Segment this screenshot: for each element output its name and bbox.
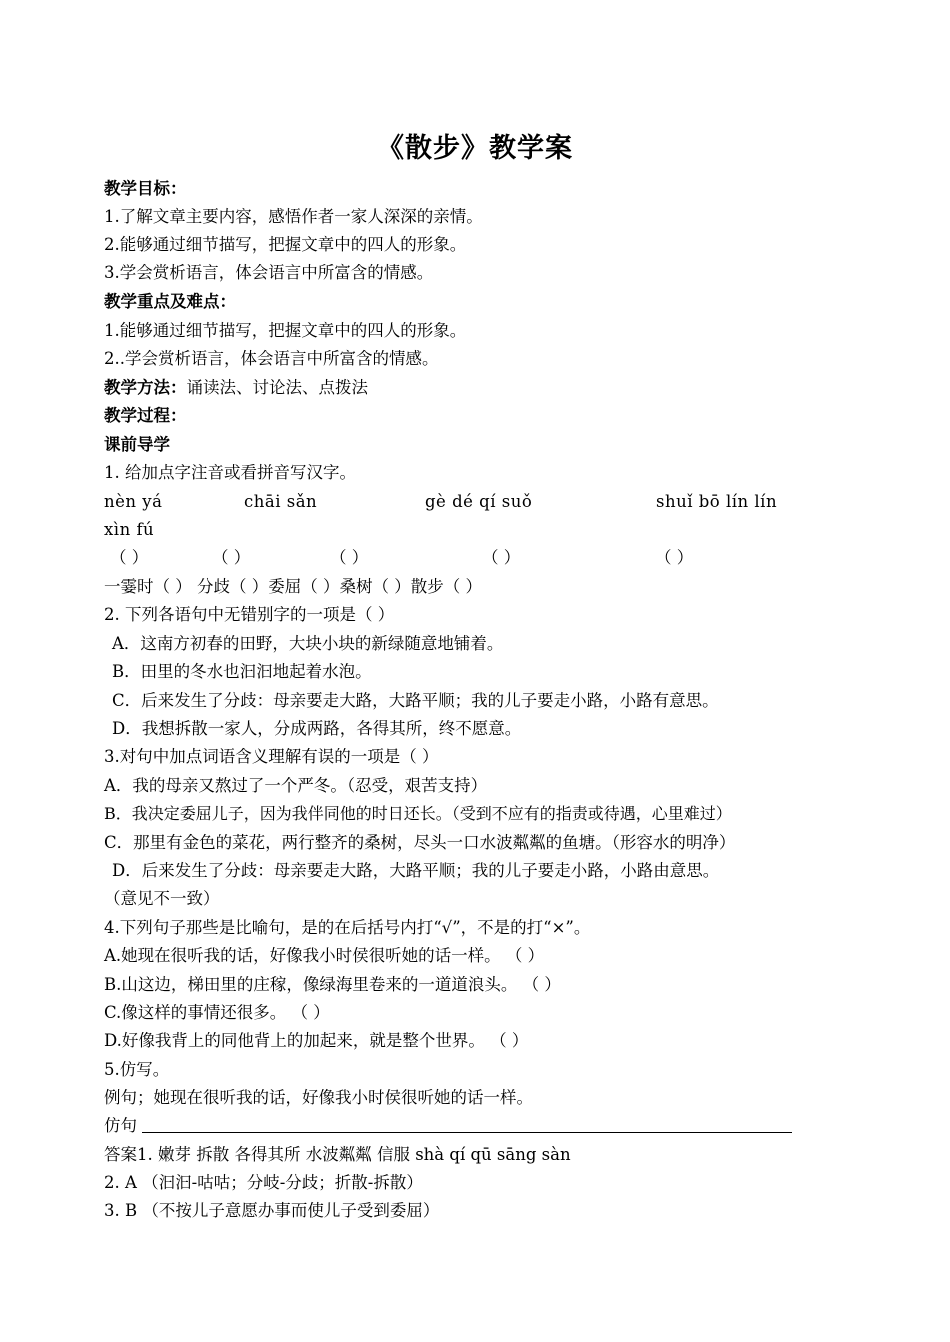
pinyin-item: nèn yá — [104, 492, 163, 511]
q3-option-continuation: （意见不一致） — [104, 889, 220, 908]
objective-item: 2.能够通过细节描写，把握文章中的四人的形象。 — [104, 235, 467, 254]
objective-item: 1.了解文章主要内容，感悟作者一家人深深的亲情。 — [104, 207, 483, 226]
process-heading: 教学过程： — [104, 406, 187, 425]
q4-text: 4.下列句子那些是比喻句，是的在后括号内打“√”，不是的打“×”。 — [104, 918, 591, 937]
q5-text: 5.仿写。 — [104, 1060, 170, 1079]
pinyin-item: xìn fú — [104, 520, 155, 539]
q4-option: C.像这样的事情还很多。 （ ） — [104, 1003, 330, 1022]
q3-option: C．那里有金色的菜花，两行整齐的桑树，尽头一口水波粼粼的鱼塘。（形容水的明净） — [104, 833, 736, 852]
answer-line: 2. A （汩汩-咕咕；分岐-分歧；折散-拆散） — [104, 1173, 423, 1192]
answer-underline — [142, 1132, 792, 1133]
q3-text: 3.对句中加点词语含义理解有误的一项是（ ） — [104, 747, 439, 766]
preview-heading: 课前导学 — [104, 435, 170, 454]
q2-option: B．田里的冬水也汩汩地起着水泡。 — [112, 662, 372, 681]
key-point-item: 2..学会赏析语言，体会语言中所富含的情感。 — [104, 349, 439, 368]
method-line — [104, 377, 368, 399]
answer-line: 答案1. 嫩芽 拆散 各得其所 水波粼粼 信服 shà qí qū sāng sàn — [104, 1145, 571, 1164]
blank-parens: （ ） — [330, 548, 369, 567]
answer-line: 3. B （不按儿子意愿办事而使儿子受到委屈） — [104, 1201, 440, 1220]
q2-option: C．后来发生了分歧：母亲要走大路，大路平顺；我的儿子要走小路，小路有意思。 — [112, 691, 719, 710]
pinyin-item: gè dé qí suǒ — [425, 492, 533, 511]
objectives-heading: 教学目标： — [104, 179, 187, 198]
pinyin-item: chāi sǎn — [244, 492, 318, 511]
method-value: 诵读法、讨论法、点拨法 — [186, 378, 368, 397]
q4-option: A.她现在很听我的话，好像我小时侯很听她的话一样。 （ ） — [104, 946, 545, 965]
page-title: 《散步》教学案 — [377, 133, 573, 164]
key-point-item: 1.能够通过细节描写，把握文章中的四人的形象。 — [104, 321, 467, 340]
blank-parens: （ ） — [212, 548, 251, 567]
q5-example: 例句；她现在很听我的话，好像我小时侯很听她的话一样。 — [104, 1088, 533, 1107]
q3-option: A．我的母亲又熬过了一个严冬。（忍受，艰苦支持） — [104, 776, 488, 795]
blank-parens: （ ） — [482, 548, 521, 567]
blank-parens: （ ） — [110, 548, 149, 567]
q3-option: B．我决定委屈儿子，因为我伴同他的时日还长。（受到不应有的指责或待遇，心里难过） — [104, 804, 732, 823]
q4-option: D.好像我背上的同他背上的加起来，就是整个世界。 （ ） — [104, 1031, 529, 1050]
q3-option: D．后来发生了分歧：母亲要走大路，大路平顺；我的儿子要走小路，小路由意思。 — [112, 861, 720, 880]
q1-text: 1. 给加点字注音或看拼音写汉字。 — [104, 463, 356, 482]
key-points-heading: 教学重点及难点： — [104, 292, 236, 311]
q1-words-line: 一霎时（ ） 分歧（ ）委屈（ ）桑树（ ）散步（ ） — [104, 577, 482, 596]
pinyin-item: shuǐ bō lín lín — [656, 492, 778, 511]
q2-option: A．这南方初春的田野，大块小块的新绿随意地铺着。 — [112, 634, 504, 653]
blank-parens: （ ） — [655, 548, 694, 567]
method-label: 教学方法： — [104, 378, 187, 397]
q4-option: B.山这边，梯田里的庄稼，像绿海里卷来的一道道浪头。 （ ） — [104, 975, 561, 994]
objective-item: 3.学会赏析语言，体会语言中所富含的情感。 — [104, 263, 434, 282]
q2-option: D．我想拆散一家人，分成两路，各得其所，终不愿意。 — [112, 719, 522, 738]
q5-fangju-label: 仿句 — [104, 1116, 137, 1135]
q2-text: 2. 下列各语句中无错别字的一项是（ ） — [104, 605, 395, 624]
